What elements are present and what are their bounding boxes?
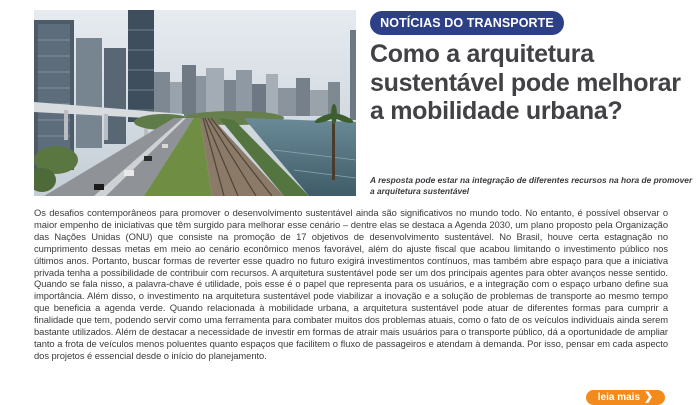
article-subtitle: A resposta pode estar na integração de diferentes recursos na hora de promover a arquitetura sustentável — [370, 175, 693, 196]
category-badge: NOTÍCIAS DO TRANSPORTE — [370, 11, 564, 35]
read-more-label: leia mais — [597, 392, 641, 403]
chevron-right-icon: ❯ — [644, 391, 654, 403]
read-more-button[interactable] — [586, 390, 665, 405]
article-photo — [34, 10, 356, 196]
article-body: Os desafios contemporâneos para promover o desenvolvimento sustentável ainda são significativos no mundo todo. No entanto, é possível observar o maior empenho de iniciativas que têm surgido para melhorar esse cenário – dentre elas se destaca a Agenda 2030, um plano proposto pela Organização das Nações Unidas (ONU) que consiste na promoção de 17 objetivos de desenvolvimento sustentável. No Brasil, houve certa estagnação no cumprimento dessas metas em meio ao cenário econômico menos favorável, além do ajuste fiscal que acabou limitando o investimento público nos últimos anos. Portanto, buscar formas de reverter esse quadro no futuro exigirá investimentos contínuos, mas também abre espaço para que a iniciativa privada tenha a possibilidade de contribuir com recursos. A arquitetura sustentável pode ser um dos principais agentes para obter avanços nesse sentido. Quando se fala nisso, a palavra-chave é utilidade, pois esse é o papel que representa para os usuários, e a integração com o espaço urbano define sua importância. Além disso, o investimento na arquitetura sustentável pode viabilizar a inovação e a solução de problemas de transporte ao mesmo tempo que beneficia a agenda verde. Quando relacionada à mobilidade urbana, a arquitetura sustentável pode atuar de diferentes formas para cumprir a finalidade que tem, podendo servir como uma ferramenta para combater muitos dos problemas atuais, como o fato de os veículos individuais ainda serem bastante utilizados. Além de destacar a necessidade de investir em formas de atrair mais usuários para o transporte público, dá a oportunidade de ampliar tanto a frota de veículos menos poluentes quanto espaços que facilitem o fluxo de passageiros e atendam à demanda. Por isso, pensar em cada aspecto dos projetos é essencial desde o início do planejamento. — [34, 207, 668, 361]
article-title: Como a arquitetura sustentável pode melhorar a mobilidade urbana? — [370, 40, 681, 125]
